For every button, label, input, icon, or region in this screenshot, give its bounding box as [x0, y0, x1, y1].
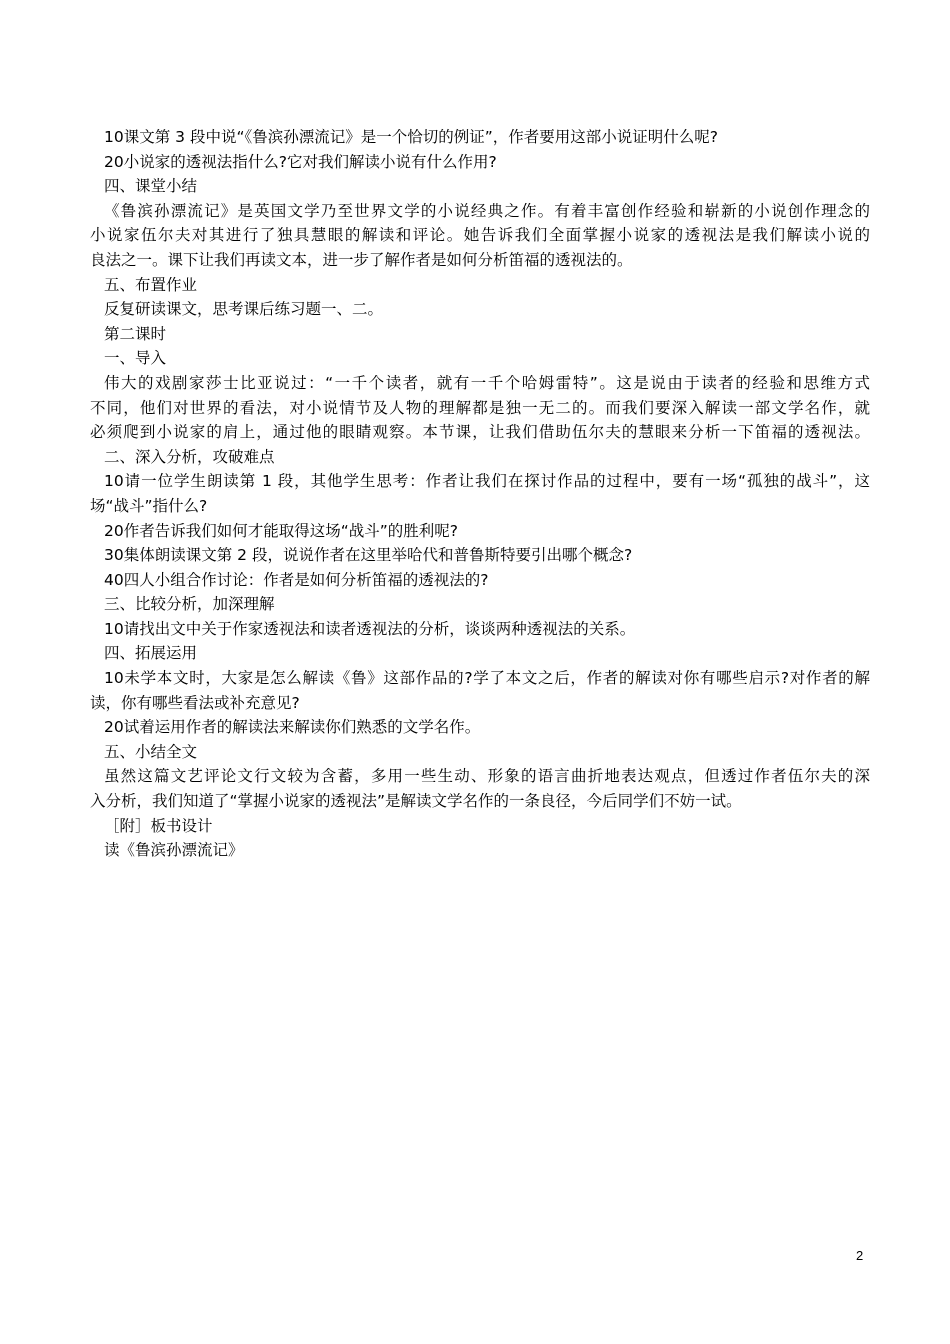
- text-line: 10未学本文时，大家是怎么解读《鲁》这部作品的?学了本文之后，作者的解读对你有哪些启示?对作者的解: [104, 669, 870, 688]
- text-line: 读，你有哪些看法或补充意见?: [90, 693, 300, 712]
- text-line: 20作者告诉我们如何才能取得这场“战斗”的胜利呢?: [104, 521, 459, 540]
- appendix-heading: ［附］板书设计: [104, 816, 213, 835]
- text-line: 不同，他们对世界的看法，对小说情节及人物的理解都是独一无二的。而我们要深入解读一部文学名作，就: [90, 398, 870, 417]
- section-heading: 五、小结全文: [104, 742, 198, 761]
- text-line: 必须爬到小说家的肩上，通过他的眼睛观察。本节课，让我们借助伍尔夫的慧眼来分析一下笛福的透视法。: [90, 423, 870, 442]
- text-line: 40四人小组合作讨论：作者是如何分析笛福的透视法的?: [104, 570, 489, 589]
- document-body: [90, 125, 870, 863]
- text-line: 10请一位学生朗读第 1 段，其他学生思考：作者让我们在探讨作品的过程中，要有一场“孤独的战斗”，这: [104, 472, 870, 491]
- text-line: 10课文第 3 段中说“《鲁滨孙漂流记》是一个恰切的例证”，作者要用这部小说证明什么呢?: [104, 128, 718, 146]
- board-design-title: 读《鲁滨孙漂流记》: [104, 841, 244, 860]
- section-heading: 三、比较分析，加深理解: [104, 595, 275, 614]
- text-line: 小说家伍尔夫对其进行了独具慧眼的解读和评论。她告诉我们全面掌握小说家的透视法是我们解读小说的: [90, 226, 870, 245]
- lesson-heading: 第二课时: [104, 324, 167, 343]
- text-line: 《鲁滨孙漂流记》是英国文学乃至世界文学的小说经典之作。有着丰富创作经验和崭新的小说创作理念的: [104, 201, 870, 220]
- text-line: 良法之一。课下让我们再读文本，进一步了解作者是如何分析笛福的透视法的。: [90, 250, 633, 269]
- text-line: 10请找出文中关于作家透视法和读者透视法的分析，谈谈两种透视法的关系。: [104, 619, 636, 638]
- section-heading: 四、课堂小结: [104, 177, 198, 196]
- text-line: 虽然这篇文艺评论文行文较为含蓄，多用一些生动、形象的语言曲折地表达观点，但透过作者伍尔夫的深: [104, 767, 870, 786]
- text-line: 伟大的戏剧家莎士比亚说过：“一千个读者，就有一千个哈姆雷特”。这是说由于读者的经验和思维方式: [104, 373, 870, 392]
- text-line: 20小说家的透视法指什么?它对我们解读小说有什么作用?: [104, 152, 497, 171]
- text-line: 20试着运用作者的解读法来解读你们熟悉的文学名作。: [104, 718, 481, 737]
- section-heading: 五、布置作业: [104, 275, 198, 294]
- text-line: 入分析，我们知道了“掌握小说家的透视法”是解读文学名作的一条良径，今后同学们不妨一试。: [90, 792, 742, 811]
- page-number: 2: [856, 1248, 864, 1263]
- text-line: 场“战斗”指什么?: [90, 496, 208, 515]
- section-heading: 四、拓展运用: [104, 644, 198, 663]
- text-line: 反复研读课文，思考课后练习题一、二。: [104, 300, 384, 319]
- section-heading: 一、导入: [104, 349, 167, 368]
- section-heading: 二、深入分析，攻破难点: [104, 447, 275, 466]
- text-line: 30集体朗读课文第 2 段，说说作者在这里举哈代和普鲁斯特要引出哪个概念?: [104, 546, 633, 565]
